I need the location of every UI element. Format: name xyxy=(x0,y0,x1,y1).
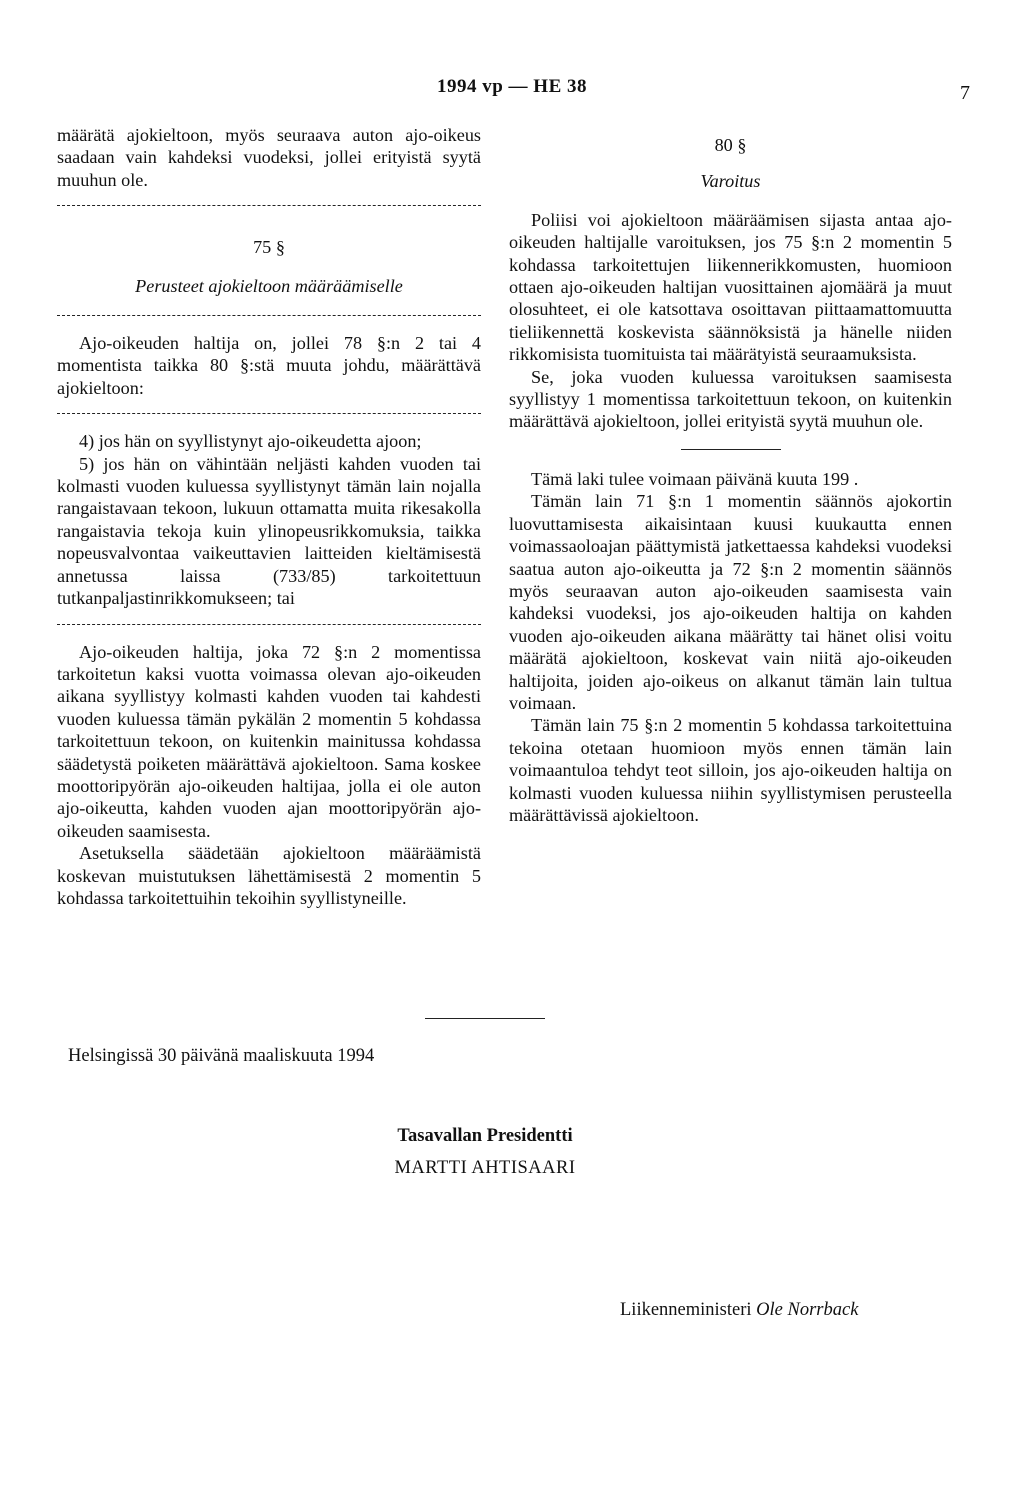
entry-into-force-paragraph: Tämä laki tulee voimaan päivänä kuuta 199 . xyxy=(531,468,859,489)
section-80-paragraph-1: Poliisi voi ajokieltoon määräämisen sijasta antaa ajo-oikeuden haltijalle varoituksen, jos 75 §:n 2 momentin 5 kohdassa tarkoitettujen liikennerikkomusten, huomioon ottaen ajo-oikeuden haltijan vuosittainen ajomäärä ja muut olosuhteet, ei ole katsottava osoittavan piittaamattomuutta tieliikennettä koskevista säännöksistä ja hänelle niiden rikkomisista tuomituista tai määrätyistä seuraamuksista. xyxy=(509,209,952,365)
section-75-paragraph-1: Ajo-oikeuden haltija on, jollei 78 §:n 2 tai 4 momentista taikka 80 §:stä muuta johdu, määrättävä ajokieltoon: xyxy=(57,333,481,398)
section-number-80: 80 § xyxy=(714,135,747,155)
section-75-item-5: 5) jos hän on vähintään neljästi kahden vuoden tai kolmasti vuoden kuluessa syyllistynyt tämän lain nojalla rangaistavaan tekoon, lukuun ottamatta muita rikesakolla rangaistavia tekoja kuin ylinopeusrikkomuksia, taikka nopeusvalvontaa vaikeuttavien laitteiden kieltämisestä annetussa laissa (733/85) tarkoitettuun tutkanpaljastinrikkomukseen; tai xyxy=(57,453,481,609)
transition-paragraph-2: Tämän lain 75 §:n 2 momentin 5 kohdassa tarkoitettuina tekoina otetaan huomioon myös ennen tämän lain voimaantuloa tehdyt teot silloin, jos ajo-oikeuden haltija on kolmasti vuoden kuluessa niihin syyllistymisen perusteella määrättävissä ajokieltoon. xyxy=(509,715,952,825)
page-number: 7 xyxy=(960,82,970,104)
omission-dashes xyxy=(57,413,481,414)
left-column xyxy=(57,124,481,909)
section-75-paragraph-3: Asetuksella säädetään ajokieltoon määräämistä koskevan muistutuksen lähettämisestä 2 momentin 5 kohdassa tarkoitettuihin tekoihin syyllistyneille. xyxy=(57,843,481,908)
section-75-paragraph-2: Ajo-oikeuden haltija, joka 72 §:n 2 momentissa tarkoitetun kaksi vuotta voimassa olevan ajo-oikeuden aikana syyllistyy kolmasti kahden vuoden tai kahdesti vuoden kuluessa tämän pykälän 2 momentin 5 kohdassa tarkoitettuun tekoon, on kuitenkin mainitussa kohdassa säädetystä poiketen määrättävä ajokieltoon. Sama koskee moottoripyörän ajo-oikeuden haltijaa, jolla ei ole auton ajo-oikeutta, kahden vuoden ajan moottoripyörän ajo-oikeuden saamisesta. xyxy=(57,641,481,841)
section-number-75: 75 § xyxy=(253,237,285,258)
section-title-80: Varoitus xyxy=(700,171,761,192)
left-intro-paragraph: määrätä ajokieltoon, myös seuraava auton ajo-oikeus saadaan vain kahdeksi vuodeksi, jollei erityistä syytä muuhun ole. xyxy=(57,125,481,190)
minister-signature xyxy=(620,1300,858,1321)
omission-dashes xyxy=(57,205,481,206)
omission-dashes xyxy=(57,315,481,316)
page-header: 1994 vp — HE 38 xyxy=(436,76,588,97)
end-rule xyxy=(425,1018,545,1019)
transition-paragraph-1: Tämän lain 71 §:n 1 momentin säännös ajokortin luovuttamisesta aikaisintaan kuusi kuukautta ennen voimassaoloajan päättymistä jatkettaessa kahdeksi vuodeksi saatua auton ajo-oikeutta ja 72 §:n 2 momentin säännös myös seuraavan auton ajo-oikeuden saamisesta vain kahdeksi vuodeksi, jos ajo-oikeuden haltija on kahden vuoden ajo-oikeuden aikana määrätty tai hänet olisi voitu määrätä ajokieltoon, koskevat vain niitä ajo-oikeuden haltijoita, joiden ajo-oikeus on alkanut tämän lain tultua voimaan. xyxy=(509,491,952,713)
section-rule xyxy=(681,449,781,450)
president-name: MARTTI AHTISAARI xyxy=(394,1158,576,1178)
right-column xyxy=(509,124,952,826)
minister-title: Liikenneministeri xyxy=(620,1300,752,1320)
place-date: Helsingissä 30 päivänä maaliskuuta 1994 xyxy=(68,1046,375,1066)
omission-dashes xyxy=(57,624,481,625)
president-title: Tasavallan Presidentti xyxy=(397,1126,573,1146)
section-80-paragraph-2: Se, joka vuoden kuluessa varoituksen saamisesta syyllistyy 1 momentissa tarkoitettuun tekoon, on kuitenkin määrättävä ajokieltoon, jollei erityistä syytä muuhun ole. xyxy=(509,366,952,432)
section-75-item-4: 4) jos hän on syyllistynyt ajo-oikeudetta ajoon; xyxy=(79,431,422,452)
minister-name: Ole Norrback xyxy=(756,1300,859,1320)
section-title-75: Perusteet ajokieltoon määräämiselle xyxy=(135,275,403,296)
